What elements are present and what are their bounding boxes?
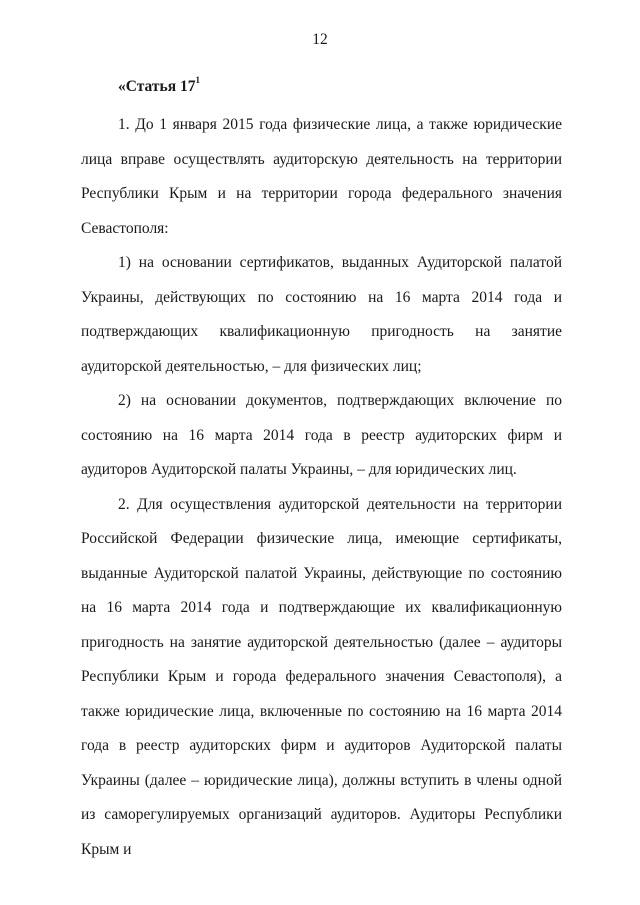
article-heading [118,77,200,96]
paragraph-1: 1. До 1 января 2015 года физические лица, а также юридические лица вправе осуществлять аудиторскую деятельность на территории Республики Крым и на территории города федерального значения Севастополя: [81,116,562,237]
article-heading-text: «Статья 17 [118,78,196,96]
article-heading-superscript: 1 [195,75,200,85]
paragraph-1-item-2: 2) на основании документов, подтверждающих включение по состоянию на 16 марта 2014 года в реестр аудиторских фирм и аудиторов Аудиторской палаты Украины, – для юридических лиц. [81,392,562,478]
paragraph-2: 2. Для осуществления аудиторской деятельности на территории Российской Федерации физические лица, имеющие сертификаты, выданные Аудиторской палатой Украины, действующие по состоянию на 16 марта 2014 года и подтверждающие их квалификационную пригодность на занятие аудиторской деятельностью (далее – аудиторы Республики Крым и города федерального значения Севастополя), а также юридические лица, включенные по состоянию на 16 марта 2014 года в реестр аудиторских фирм и аудиторов Аудиторской палаты Украины (далее – юридические лица), должны вступить в члены одной из саморегулируемых организаций аудиторов. Аудиторы Республики Крым и [81,495,562,858]
paragraph-1-item-1: 1) на основании сертификатов, выданных Аудиторской палатой Украины, действующих по состоянию на 16 марта 2014 года и подтверждающих квалификационную пригодность на занятие аудиторской деятельностью, – для физических лиц; [81,254,562,375]
page-number: 12 [312,31,328,48]
document-body [81,108,562,867]
